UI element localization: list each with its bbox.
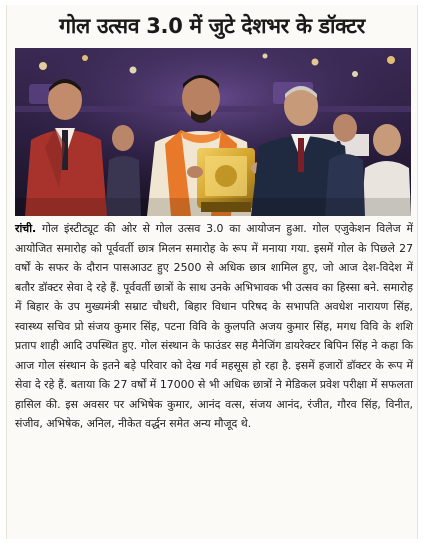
dateline: रांची.	[15, 222, 37, 235]
headline: गोल उत्सव 3.0 में जुटे देशभर के डॉक्टर	[59, 14, 365, 38]
event-photo	[15, 48, 411, 216]
news-clipping	[6, 5, 418, 539]
article-text: गोल इंस्टीट्यूट की ओर से गोल उत्सव 3.0 का आयोजन हुआ. गोल एजुकेशन विलेज में आयोजित समारोह को पूर्ववर्ती छात्र मिलन समारोह के रूप में मनाया गया. इसमें गोल के पिछले 27 वर्षों के सफर के दौरान पासआउट हुए 2500 से अधिक छात्र शामिल हुए, जो आज देश-विदेश में बतौर डॉक्टर सेवा दे रहे हैं. पूर्ववर्ती छात्रों के साथ उनके अभिभावक भी उत्सव का हिस्सा बने. समारोह में बिहार के उप मुख्यमंत्री सम्राट चौधरी, बिहार विधान परिषद के सभापति अवधेश नारायण सिंह, स्वास्थ्य सचिव प्रो संजय कुमार सिंह, पटना विवि के कुलपति अजय कुमार सिंह, मगध विवि के शशि प्रताप शाही आदि उपस्थित हुए. गोल संस्थान के फाउंडर सह मैनेजिंग डायरेक्टर बिपिन सिंह ने कहा कि आज गोल संस्थान के इतने बड़े परिवार को देख गर्व महसूस हो रहा है. इसमें हजारों डॉक्टर के रूप में सेवा दे रहे हैं. बताया कि 27 वर्षों में 17000 से भी अधिक छात्रों ने मेडिकल प्रवेश परीक्षा में सफलता हासिल की. इस अवसर पर अभिषेक कुमार, आनंद वत्स, संजय आनंद, रंजीत, गौरव सिंह, विनीत, संजीव, अभिषेक, अनिल, नीकेत वर्द्धन समेत अन्य मौजूद थे.	[15, 222, 413, 431]
article-body	[15, 219, 413, 434]
